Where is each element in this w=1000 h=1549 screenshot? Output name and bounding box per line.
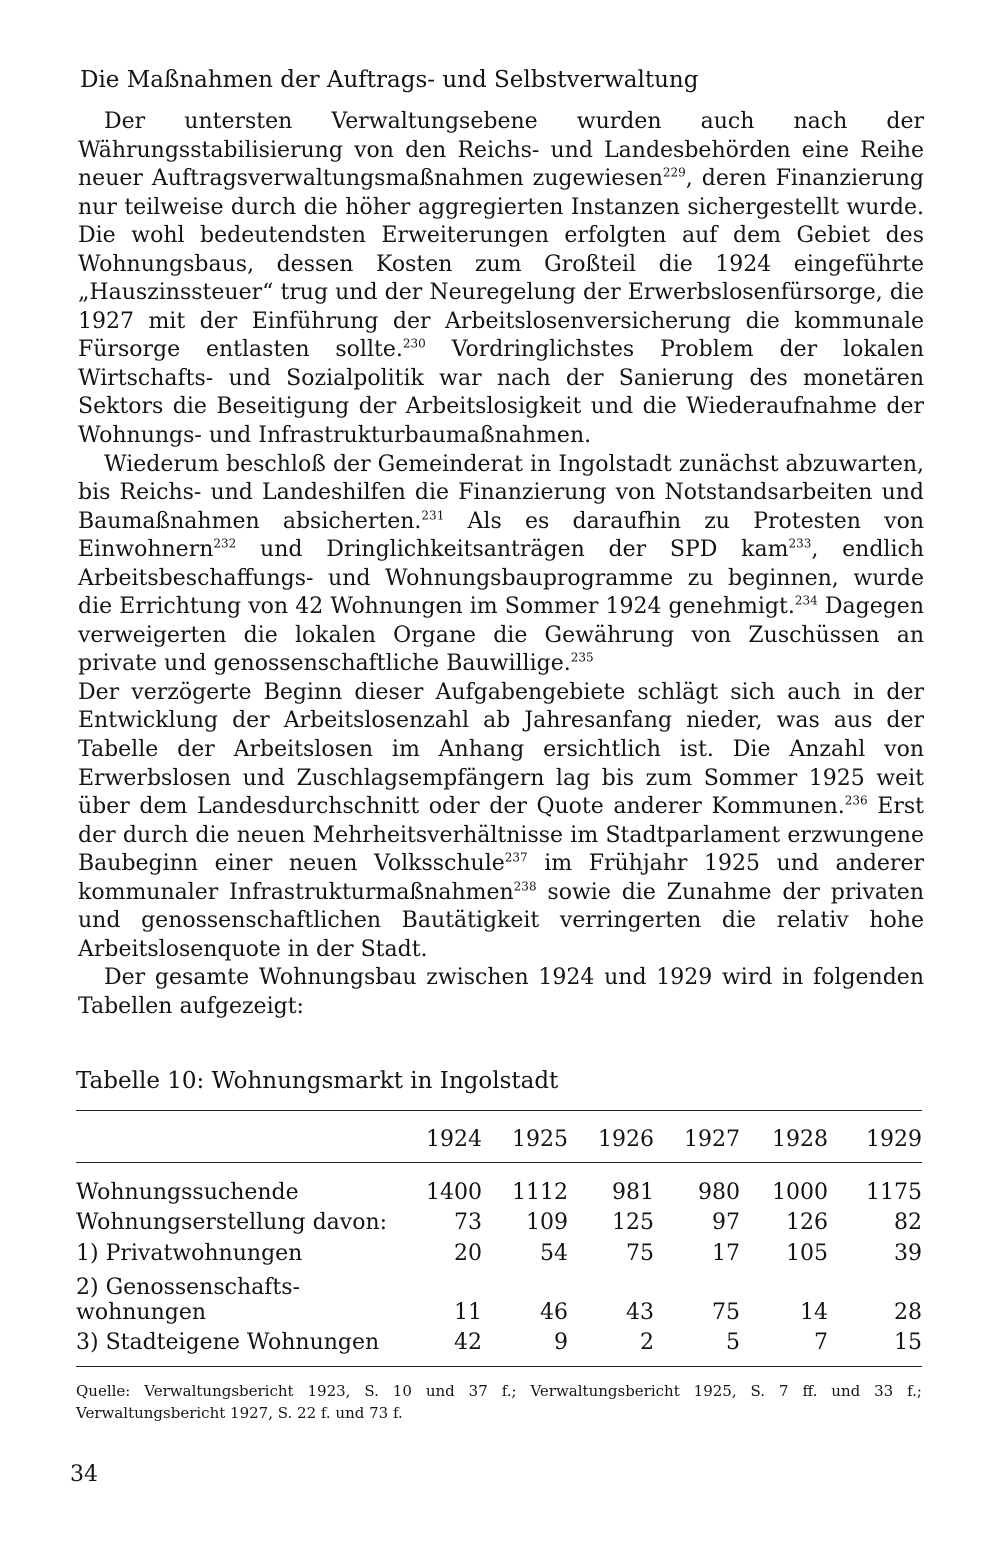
table-row <box>76 1266 922 1325</box>
table-cell: 1175 <box>866 1179 922 1205</box>
footnote-ref-235[interactable]: 235 <box>570 651 594 666</box>
table-cell: 75 <box>626 1240 654 1266</box>
table-cell: 73 <box>454 1210 482 1235</box>
footnote-ref-238[interactable]: 238 <box>513 879 537 894</box>
table-cell: 42 <box>454 1330 482 1355</box>
header-year: 1924 <box>426 1126 482 1152</box>
table-cell: 28 <box>894 1299 922 1325</box>
table-cell: 109 <box>526 1210 568 1235</box>
table-row <box>76 1235 922 1266</box>
text-span: , deren Finanzierung nur teilweise durch die höher aggregierten Instanzen sichergestellt wurde. Die wohl bedeutendsten Erweiterungen erfolgten auf dem Gebiet des Wohnungsbaus, dessen Kosten zum Großteil die 1924 eingeführte „Hauszinssteuer“ trug und der Neuregelung der Erwerbslosenfürsorge, die 1927 mit der Einführung der Arbeitslosenversicherung die kommunale Fürsorge entlasten sollte. <box>78 166 924 363</box>
table-cell: 1400 <box>426 1179 482 1205</box>
table-caption: Tabelle 10: Wohnungsmarkt in Ingolstadt <box>76 1068 559 1094</box>
page-number: 34 <box>70 1462 98 1487</box>
footnote-ref-237[interactable]: 237 <box>504 850 528 865</box>
text-span: Als es daraufhin zu Protesten von Einwohnern <box>78 508 924 563</box>
housing-table <box>76 1118 922 1355</box>
section-heading: Die Maßnahmen der Auftrags- und Selbstverwaltung <box>80 67 699 93</box>
table-cell: 43 <box>626 1299 654 1325</box>
paragraph-1 <box>78 108 924 451</box>
text-span: Wiederum beschloß der Gemeinderat in Ingolstadt zunächst abzuwarten, bis Reichs- und Landeshilfen die Finanzierung von Notstandsarbeiten und Baumaßnahmen absicherten. <box>78 451 924 534</box>
footnote-ref-230[interactable]: 230 <box>402 337 426 352</box>
table-cell: 2 <box>640 1330 654 1355</box>
table-cell: 1000 <box>772 1179 828 1205</box>
row-label: Wohnungserstellung davon: <box>76 1210 388 1235</box>
table-cell: 20 <box>454 1240 482 1266</box>
row-label: 3) Stadteigene Wohnungen <box>76 1330 380 1355</box>
text-span: Der verzögerte Beginn dieser Aufgabengebiete schlägt sich auch in der Entwicklung der Arbeitslosenzahl ab Jahresanfang nieder, was aus der Tabelle der Arbeitslosen im Anhang ersichtlich ist. Die Anzahl von Erwerbslosen und Zuschlagsempfängern lag bis zum Sommer 1925 weit über dem Landesdurchschnitt oder der Quote anderer Kommunen. <box>78 679 924 820</box>
table-source-note: Quelle: Verwaltungsbericht 1923, S. 10 und 37 f.; Verwaltungsbericht 1925, S. 7 ff. und 33 f.; Verwaltungsbericht 1927, S. 22 f. und 73 f. <box>76 1382 922 1422</box>
row-label <box>76 1266 406 1325</box>
table-header-row <box>76 1118 922 1160</box>
row-label-line: 2) Genossenschafts- <box>76 1274 300 1300</box>
text-span: Der untersten Verwaltungsebene wurden auch nach der Währungsstabilisierung von den Reichs- und Landesbehörden eine Reihe neuer Auftragsverwaltungsmaßnahmen zugewiesen <box>78 109 924 192</box>
text-span: im Frühjahr 1925 und anderer kommunaler Infrastrukturmaßnahmen <box>78 851 924 905</box>
row-label: Wohnungssuchende <box>76 1179 299 1205</box>
header-year: 1926 <box>598 1126 654 1152</box>
header-empty <box>76 1118 406 1160</box>
paragraph-3 <box>78 679 924 964</box>
table-cell: 14 <box>800 1299 828 1325</box>
table-cell: 54 <box>540 1240 568 1266</box>
table-cell: 105 <box>786 1240 828 1266</box>
table-cell: 5 <box>726 1330 740 1355</box>
table-cell: 15 <box>894 1330 922 1355</box>
text-span: Vordringlichstes Problem der lokalen Wirtschafts- und Sozialpolitik war nach der Sanierung des monetären Sektors die Beseitigung der Arbeitslosigkeit und die Wiederaufnahme der Wohnungs- und Infrastrukturbaumaßnahmen. <box>78 337 924 449</box>
text-span: sowie die Zunahme der privaten und genossenschaftlichen Bautätigkeit verringerten die relativ hohe Arbeitslosenquote in der Stadt. <box>78 879 924 962</box>
table-row <box>76 1325 922 1356</box>
table-cell: 125 <box>612 1210 654 1235</box>
text-span: Erst der durch die neuen Mehrheitsverhältnisse im Stadtparlament erzwungene Baubeginn einer neuen Volksschule <box>78 794 925 877</box>
table-cell: 126 <box>786 1210 828 1235</box>
table-cell: 1112 <box>512 1179 568 1205</box>
header-year: 1925 <box>512 1126 568 1152</box>
row-label-line: wohnungen <box>76 1299 207 1325</box>
header-year: 1928 <box>772 1126 828 1152</box>
table-cell: 39 <box>894 1240 922 1266</box>
footnote-ref-233[interactable]: 233 <box>788 536 812 551</box>
table-row <box>76 1174 922 1205</box>
table-cell: 82 <box>894 1210 922 1235</box>
table-top-rule <box>76 1110 922 1111</box>
text-span: und Dringlichkeitsanträgen der SPD kam <box>236 537 789 563</box>
footnote-ref-231[interactable]: 231 <box>421 508 445 523</box>
paragraph-2 <box>78 451 924 679</box>
table-cell: 17 <box>712 1240 740 1266</box>
table-cell: 7 <box>814 1330 828 1355</box>
footnote-ref-236[interactable]: 236 <box>844 793 868 808</box>
table-cell: 980 <box>698 1179 740 1205</box>
row-label: 1) Privatwohnungen <box>76 1240 303 1266</box>
footnote-ref-229[interactable]: 229 <box>662 165 686 180</box>
table-cell: 11 <box>454 1299 482 1325</box>
table-cell: 46 <box>540 1299 568 1325</box>
table-row <box>76 1205 922 1236</box>
body-text <box>78 108 924 1022</box>
table-cell: 9 <box>554 1330 568 1355</box>
footnote-ref-232[interactable]: 232 <box>213 536 237 551</box>
table-cell: 97 <box>712 1210 740 1235</box>
text-span: Der gesamte Wohnungsbau zwischen 1924 und 1929 wird in folgenden Tabellen aufgezeigt: <box>78 965 924 1019</box>
table-cell: 981 <box>612 1179 654 1205</box>
header-year: 1927 <box>684 1126 740 1152</box>
text-span: Dagegen verweigerten die lokalen Organe die Gewährung von Zuschüssen an private und genossenschaftliche Bauwillige. <box>78 594 924 677</box>
text-span: , endlich Arbeitsbeschaffungs- und Wohnungsbauprogramme zu beginnen, wurde die Errichtung von 42 Wohnungen im Sommer 1924 genehmigt. <box>78 537 924 620</box>
table-bottom-rule <box>76 1366 922 1367</box>
footnote-ref-234[interactable]: 234 <box>794 593 818 608</box>
header-year: 1929 <box>866 1126 922 1152</box>
table-cell: 75 <box>712 1299 740 1325</box>
paragraph-4 <box>78 964 924 1021</box>
